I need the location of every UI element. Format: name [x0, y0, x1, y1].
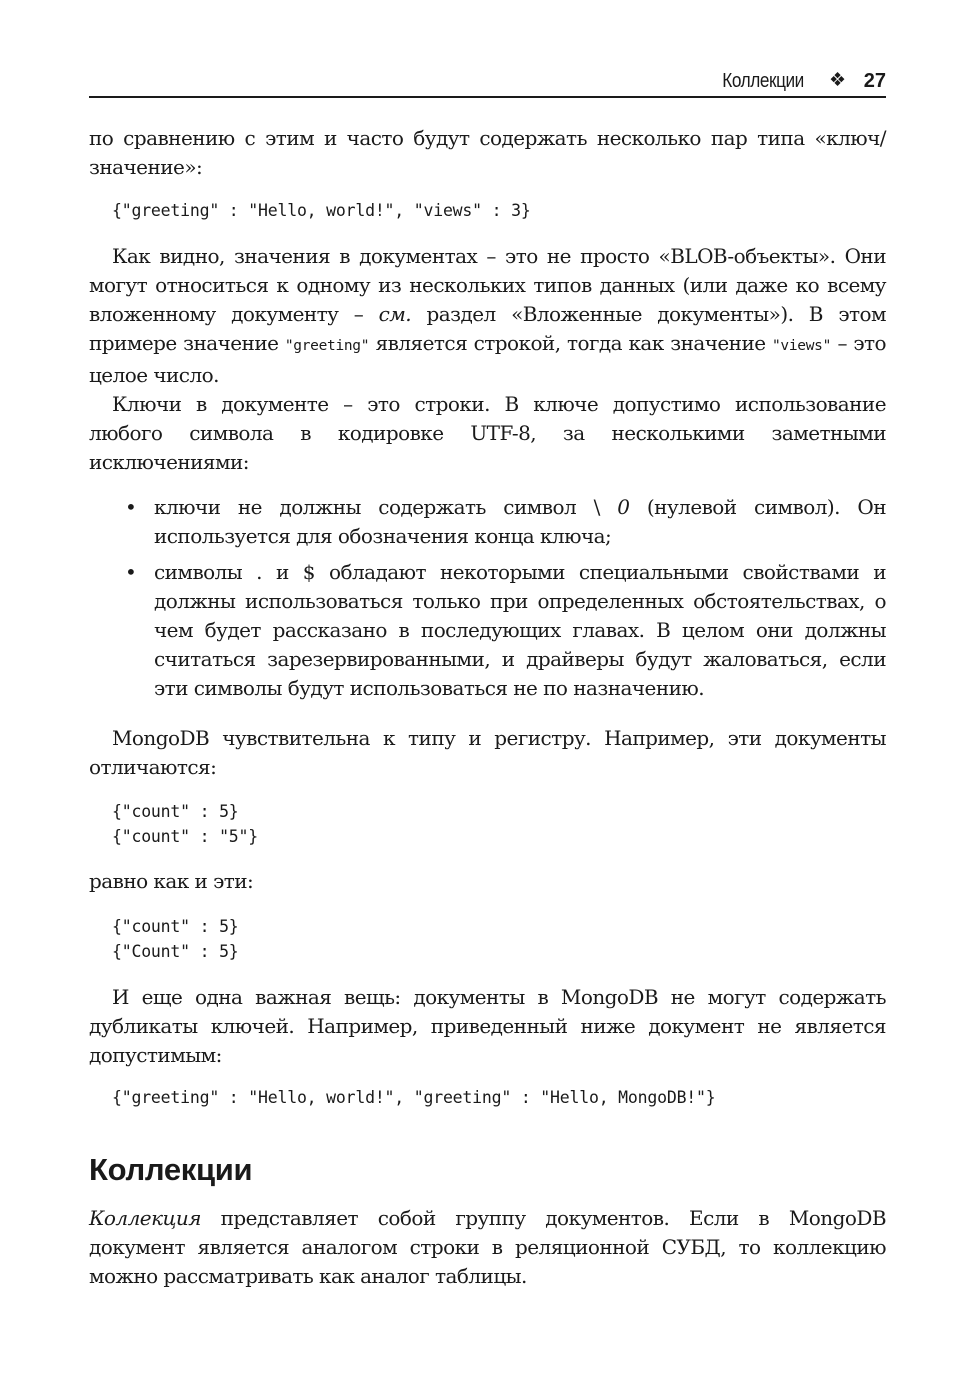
list-item: • символы . и $ обладают некоторыми специальными свойствами и должны использоваться только при определенных обстоятельствах, о чем будет рассказано в последующих главах. В целом они должны считаться зарезервированными, и драйверы будут жаловаться, если эти символы будут использоваться не по назначению.	[125, 560, 886, 700]
see-abbrev: см.	[378, 302, 412, 326]
paragraph-case: MongoDB чувствительна к типу и регистру. Например, эти документы отличаются:	[89, 726, 886, 779]
code-example-3: {"count" : 5} {"Count" : 5}	[112, 917, 239, 961]
code-example-1: {"greeting" : "Hello, world!", "views" : 3}	[112, 201, 531, 220]
list-item: • ключи не должны содержать символ \ 0 (нулевой символ). Он используется для обозначения конца ключа;	[125, 495, 887, 548]
inline-code-views: "views"	[771, 338, 831, 354]
section-heading: Коллекции	[89, 1152, 253, 1187]
page-number: 27	[863, 70, 886, 92]
code-example-2: {"count" : 5} {"count" : "5"}	[112, 802, 259, 846]
paragraph-intro-text: по сравнению с этим и часто будут содержать несколько пар типа «ключ/значение»:	[89, 126, 886, 179]
term-collection: Коллекция	[89, 1206, 201, 1230]
code-example-4: {"greeting" : "Hello, world!", "greeting" : "Hello, MongoDB!"}	[112, 1088, 716, 1107]
bullet-icon: •	[125, 560, 137, 584]
exceptions-list	[89, 493, 886, 710]
paragraph-values	[89, 242, 886, 477]
paragraph-keys: Ключи в документе – это строки. В ключе допустимо использование любого символа в кодировке UTF-8, за несколькими заметными исключениями:	[89, 392, 886, 474]
running-head	[89, 66, 886, 98]
ornament-icon: ❖	[828, 70, 846, 91]
paragraph-collection: Коллекция представляет собой группу документов. Если в MongoDB документ является аналогом строки в реляционной СУБД, то коллекцию можно рассматривать как аналог таблицы.	[89, 1206, 886, 1288]
paragraph-also: равно как и эти:	[89, 869, 254, 893]
paragraph-values-text: Как видно, значения в документах – это не просто «BLOB-объекты». Они могут относиться к одному из нескольких типов данных (или даже ко всему вложенному документу – см. раздел «Вложенные документы»). В этом примере значение "greeting" является строкой, тогда как значение "views" – это целое число.	[89, 244, 886, 387]
null-symbol: 0	[617, 495, 630, 519]
paragraph-duplicates: И еще одна важная вещь: документы в MongoDB не могут содержать дубликаты ключей. Например, приведенный ниже документ не является допустимым:	[89, 985, 886, 1067]
paragraph-intro	[89, 124, 886, 182]
running-head-section: Коллекции	[722, 70, 804, 92]
bullet-icon: •	[125, 495, 137, 519]
inline-code-greeting: "greeting"	[284, 338, 370, 354]
